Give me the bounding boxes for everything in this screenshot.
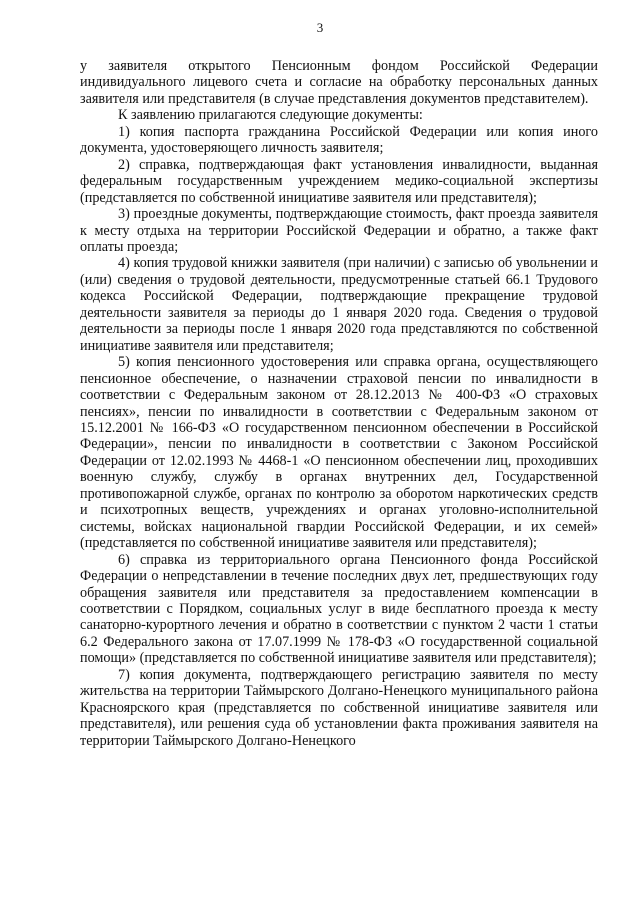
paragraph-attached-documents-intro: К заявлению прилагаются следующие документы: — [118, 107, 423, 124]
document-body — [80, 58, 598, 749]
paragraph-item-6-pension-fund-certificate: 6) справка из территориального органа Пенсионного фонда Российской Федерации о непредставлении в течение последних двух лет, предшествующих году обращения заявителя или представителя за предоставлением компенсации в соответствии с Порядком, социальных услуг в виде бесплатного проезда к месту санаторно-курортного лечения и обратно в соответствии с пунктом 2 части 1 статьи 6.2 Федерального закона от 17.07.1999 № 178-ФЗ «О государственной социальной помощи» (представляется по собственной инициативе заявителя или представителя); — [80, 551, 598, 667]
paragraph-item-7-registration-document: 7) копия документа, подтверждающего регистрацию заявителя по месту жительства на территории Таймырского Долгано-Ненецкого муниципального района Красноярского края (представляется по собственной инициативе заявителя или представителя), или решения суда об установлении факта проживания заявителя на территории Таймырского Долгано-Ненецкого — [80, 666, 598, 749]
page-number: 3 — [316, 20, 324, 35]
paragraph-applicant-account: у заявителя открытого Пенсионным фондом Российской Федерации индивидуального лицевого счета и согласие на обработку персональных данных заявителя или представителя (в случае представления документов представителем). — [80, 58, 598, 107]
paragraph-item-5-pension-certificate: 5) копия пенсионного удостоверения или справка органа, осуществляющего пенсионное обеспечение, о назначении страховой пенсии по инвалидности в соответствии с Федеральным законом от 28.12.2013 № 400-ФЗ «О страховых пенсиях», пенсии по инвалидности в соответствии с Федеральным законом от 15.12.2001 № 166-ФЗ «О государственном пенсионном обеспечении в Российской Федерации», пенсии по инвалидности в соответствии с Законом Российской Федерации от 12.02.1993 № 4468-1 «О пенсионном обеспечении лиц, проходивших военную службу, службу в органах внутренних дел, Государственной противопожарной службе, органах по контролю за оборотом наркотических средств и психотропных веществ, учреждениях и органах уголовно-исполнительной системы, войсках национальной гвардии Российской Федерации, и их семей» (представляется по собственной инициативе заявителя или представителя); — [80, 354, 598, 552]
paragraph-item-2-disability-certificate: 2) справка, подтверждающая факт установления инвалидности, выданная федеральным государственным учреждением медико-социальной экспертизы (представляется по собственной инициативе заявителя или представителя); — [80, 156, 598, 206]
paragraph-item-4-employment-record: 4) копия трудовой книжки заявителя (при наличии) с записью об увольнении и (или) сведения о трудовой деятельности, предусмотренные статьей 66.1 Трудового кодекса Российской Федерации, подтверждающие прекращение трудовой деятельности заявителя за периоды до 1 января 2020 года. Сведения о трудовой деятельности за периоды после 1 января 2020 года представляются по собственной инициативе заявителя или представителя; — [80, 255, 598, 354]
paragraph-item-1-passport: 1) копия паспорта гражданина Российской Федерации или копия иного документа, удостоверяющего личность заявителя; — [80, 123, 598, 157]
paragraph-item-3-travel-documents: 3) проездные документы, подтверждающие стоимость, факт проезда заявителя к месту отдыха на территории Российской Федерации и обратно, а также факт оплаты проезда; — [80, 206, 598, 255]
